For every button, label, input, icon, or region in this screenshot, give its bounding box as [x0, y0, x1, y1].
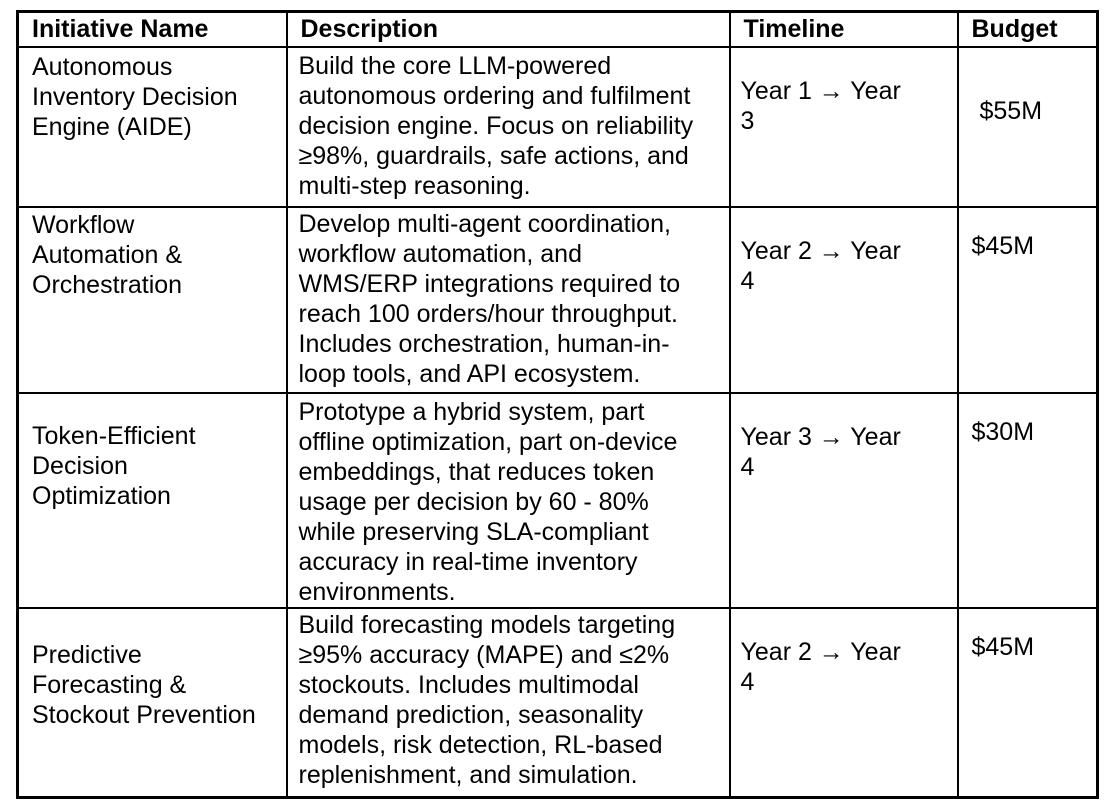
budget-cell: $30M — [958, 393, 1098, 608]
description-cell: Build forecasting models targeting ≥95% accuracy (MAPE) and ≤2% stockouts. Includes multimodal demand prediction, seasonality models, risk detection, RL-based replenishment, and simulation. — [287, 608, 730, 798]
initiative-name-cell: Token-Efficient Decision Optimization — [18, 393, 287, 608]
timeline-cell: Year 2 → Year 4 — [730, 207, 958, 393]
initiative-name-cell: Predictive Forecasting & Stockout Prevention — [18, 608, 287, 798]
initiative-name-cell: Autonomous Inventory Decision Engine (AIDE) — [18, 47, 287, 207]
col-header-timeline: Timeline — [730, 12, 958, 47]
table-row — [18, 47, 1098, 207]
description-cell: Build the core LLM-powered autonomous ordering and fulfilment decision engine. Focus on reliability ≥98%, guardrails, safe actions, and multi-step reasoning. — [287, 47, 730, 207]
description-cell: Develop multi-agent coordination, workflow automation, and WMS/ERP integrations required to reach 100 orders/hour throughput. Includes orchestration, human-in-loop tools, and API ecosystem. — [287, 207, 730, 393]
budget-cell: $45M — [958, 608, 1098, 798]
initiatives-table — [16, 10, 1099, 799]
timeline-cell: Year 3 → Year 4 — [730, 393, 958, 608]
table-row — [18, 393, 1098, 608]
budget-cell: $45M — [958, 207, 1098, 393]
table-row — [18, 207, 1098, 393]
timeline-cell: Year 2 → Year 4 — [730, 608, 958, 798]
timeline-cell: Year 1 → Year 3 — [730, 47, 958, 207]
col-header-budget: Budget — [958, 12, 1098, 47]
initiative-name-cell: Workflow Automation & Orchestration — [18, 207, 287, 393]
col-header-initiative-name: Initiative Name — [18, 12, 287, 47]
description-cell: Prototype a hybrid system, part offline optimization, part on-device embeddings, that reduces token usage per decision by 60 - 80% while preserving SLA-compliant accuracy in real-time inventory environments. — [287, 393, 730, 608]
col-header-description: Description — [287, 12, 730, 47]
table-row — [18, 608, 1098, 798]
budget-cell: $55M — [958, 47, 1098, 207]
table-header-row — [18, 12, 1098, 47]
